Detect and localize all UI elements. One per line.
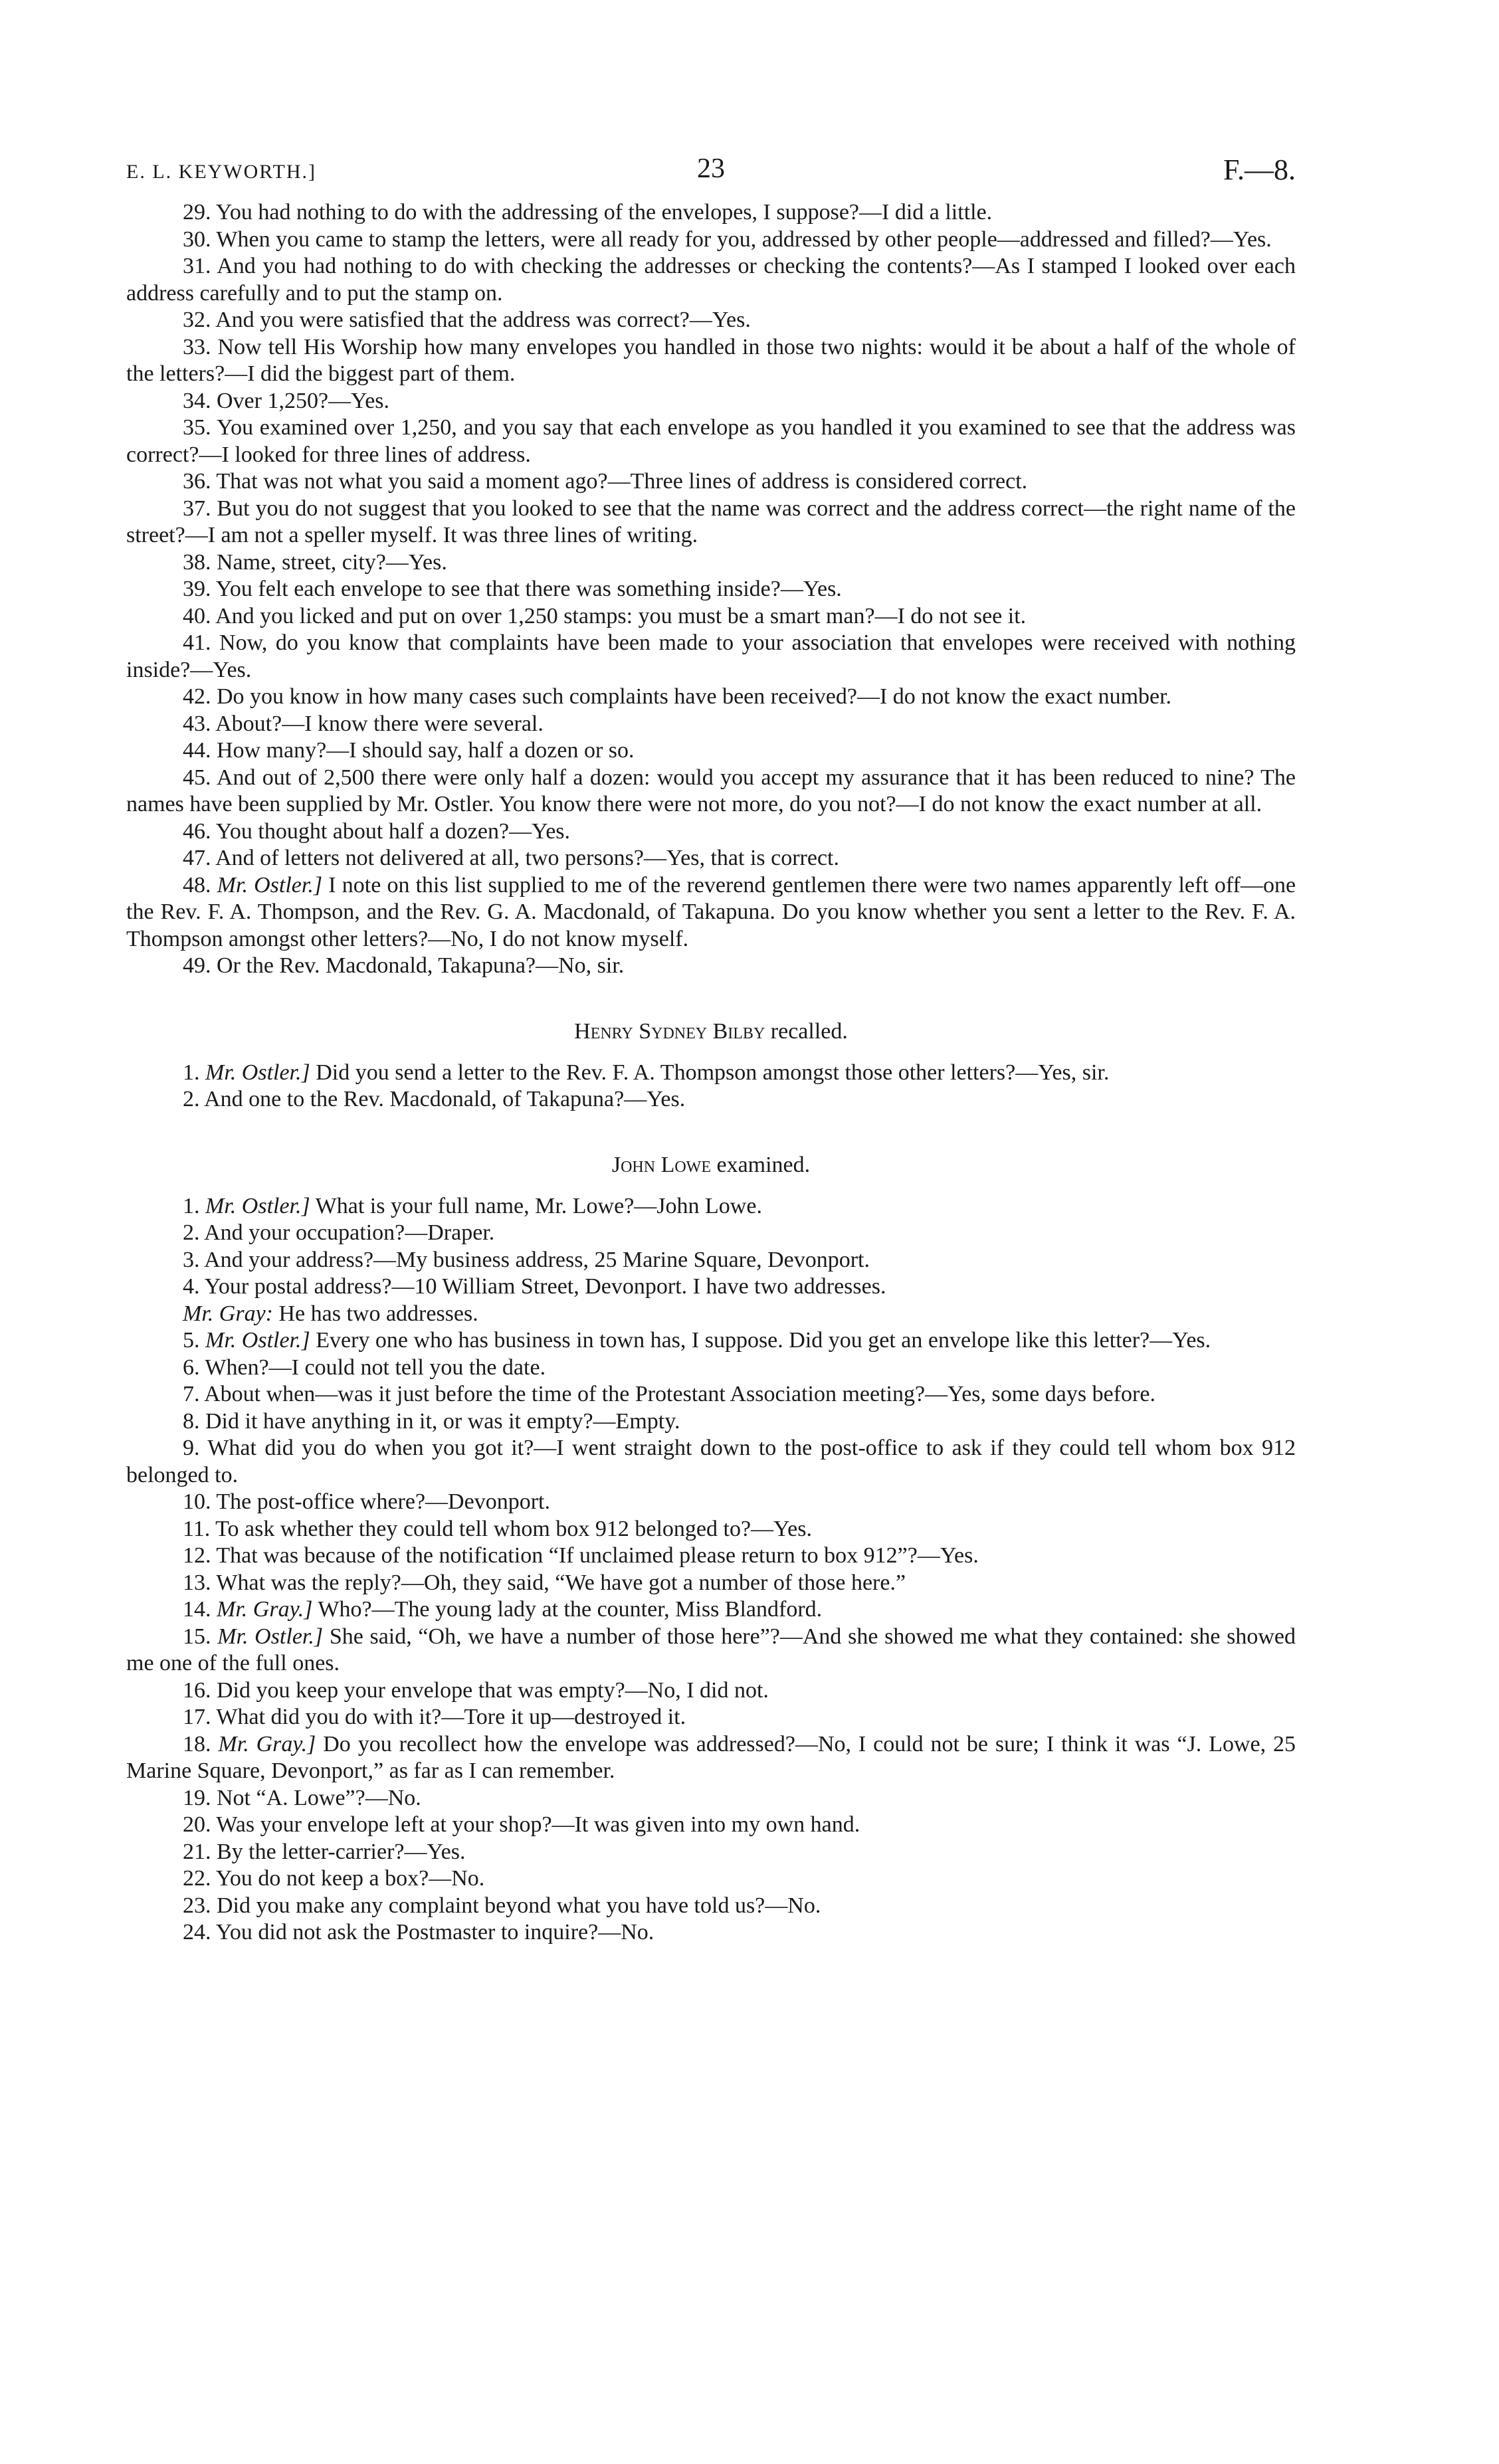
testimony-paragraph: [126, 468, 1296, 496]
testimony-paragraph: [126, 684, 1296, 711]
testimony-paragraph: [126, 872, 1296, 953]
testimony-text: You did not ask the Postmaster to inquire?—No.: [215, 1920, 654, 1944]
question-number: 5.: [183, 1328, 200, 1353]
testimony-paragraph: [126, 1435, 1296, 1489]
question-number: 4.: [183, 1274, 200, 1299]
testimony-paragraph: [126, 1543, 1296, 1570]
testimony-text: About when—was it just before the time of the Protestant Association meeting?—Yes, some days before.: [204, 1382, 1155, 1406]
lowe-section-title: [126, 1152, 1296, 1179]
testimony-text: Now tell His Worship how many envelopes you handled in those two nights: would it be about a half of the whole of the letters?—I did the biggest part of them.: [126, 334, 1296, 386]
testimony-text: Now, do you know that complaints have been made to your association that envelopes were received with nothing inside?—Yes.: [126, 630, 1296, 682]
testimony-paragraph: [126, 1247, 1296, 1274]
testimony-paragraph: [126, 818, 1296, 846]
testimony-paragraph: [126, 1301, 1296, 1328]
testimony-text: And you were satisfied that the address was correct?—Yes.: [215, 308, 751, 332]
testimony-text: And one to the Rev. Macdonald, of Takapuna?—Yes.: [204, 1087, 686, 1111]
question-number: 29.: [183, 200, 211, 225]
testimony-text: Name, street, city?—Yes.: [217, 549, 447, 575]
testimony-paragraph: [126, 1355, 1296, 1382]
testimony-text: What is your full name, Mr. Lowe?—John Lowe.: [315, 1193, 762, 1218]
testimony-paragraph: [126, 253, 1296, 307]
testimony-paragraph: [126, 1381, 1296, 1408]
question-number: 33.: [183, 334, 211, 359]
question-number: 3.: [183, 1247, 200, 1272]
testimony-paragraph: [126, 1193, 1296, 1220]
question-number: 7.: [183, 1382, 200, 1406]
question-number: 18.: [183, 1731, 211, 1756]
testimony-text: Was your envelope left at your shop?—It was given into my own hand.: [216, 1812, 860, 1837]
testimony-paragraph: [126, 334, 1296, 388]
testimony-text: And of letters not delivered at all, two persons?—Yes, that is correct.: [215, 846, 839, 870]
question-number: 39.: [183, 577, 211, 601]
testimony-paragraph: [126, 227, 1296, 254]
question-number: 37.: [183, 496, 211, 521]
testimony-paragraph: [126, 1839, 1296, 1866]
question-number: 35.: [183, 415, 211, 440]
testimony-text: And you licked and put on over 1,250 stamps: you must be a smart man?—I do not see it.: [215, 603, 1027, 628]
testimony-text: The post-office where?—Devonport.: [216, 1489, 550, 1514]
testimony-paragraph: [126, 1865, 1296, 1893]
testimony-paragraph: [126, 1893, 1296, 1920]
question-number: 15.: [183, 1624, 211, 1649]
testimony-text: How many?—I should say, half a dozen or so.: [217, 738, 635, 763]
testimony-paragraph: [126, 388, 1296, 415]
question-number: 38.: [183, 549, 211, 575]
testimony-text: And your address?—My business address, 25 Marine Square, Devonport.: [204, 1247, 870, 1272]
question-number: 47.: [183, 846, 211, 870]
speaker-label: Mr. Gray:: [183, 1301, 273, 1326]
testimony-text: Every one who has business in town has, I suppose. Did you get an envelope like this letter?—Yes.: [316, 1328, 1211, 1353]
testimony-text: Who?—The young lady at the counter, Miss Blandford.: [318, 1597, 823, 1622]
testimony-paragraph: [126, 603, 1296, 630]
testimony-text: Did you send a letter to the Rev. F. A. Thompson amongst those other letters?—Yes, sir.: [316, 1060, 1110, 1085]
testimony-paragraph: [126, 1731, 1296, 1785]
speaker-label: Mr. Gray.]: [217, 1597, 313, 1622]
bilby-section-title: [126, 1018, 1296, 1045]
bilby-witness-name: Henry Sydney Bilby: [574, 1018, 765, 1044]
testimony-paragraph: [126, 549, 1296, 577]
testimony-paragraph: [126, 1919, 1296, 1946]
witness-running-head: E. L. KEYWORTH.]: [126, 161, 316, 183]
testimony-paragraph: [126, 307, 1296, 334]
testimony-text: What did you do with it?—Tore it up—destroyed it.: [216, 1705, 686, 1729]
testimony-paragraph: [126, 1327, 1296, 1355]
question-number: 45.: [183, 765, 211, 790]
testimony-paragraph: [126, 845, 1296, 872]
page-header: [126, 153, 1296, 199]
testimony-paragraph: [126, 711, 1296, 738]
question-number: 19.: [183, 1785, 211, 1810]
testimony-text: You had nothing to do with the addressing of the envelopes, I suppose?—I did a little.: [215, 200, 993, 225]
testimony-text: Did it have anything in it, or was it empty?—Empty.: [205, 1408, 680, 1434]
testimony-paragraph: [126, 1220, 1296, 1247]
testimony-text: And your occupation?—Draper.: [204, 1220, 495, 1245]
question-number: 17.: [183, 1705, 211, 1729]
speaker-label: Mr. Ostler.]: [205, 1193, 310, 1218]
bilby-title-suffix: recalled.: [770, 1018, 848, 1044]
question-number: 11.: [183, 1516, 211, 1541]
question-number: 23.: [183, 1893, 211, 1918]
testimony-paragraph: [126, 953, 1296, 980]
testimony-text: But you do not suggest that you looked to see that the name was correct and the address correct—the right name of the street?—I am not a speller myself. It was three lines of writing.: [126, 496, 1296, 547]
testimony-text: Do you know in how many cases such complaints have been received?—I do not know the exact number.: [217, 684, 1172, 709]
question-number: 1.: [183, 1193, 200, 1218]
testimony-text: You examined over 1,250, and you say that each envelope as you handled it you examined to see that the address was correct?—I looked for three lines of address.: [126, 415, 1296, 467]
question-number: 49.: [183, 953, 211, 978]
testimony-text: When you came to stamp the letters, were all ready for you, addressed by other people—addressed and filled?—Yes.: [216, 227, 1272, 252]
question-number: 12.: [183, 1543, 211, 1568]
testimony-paragraph: [126, 1274, 1296, 1301]
question-number: 30.: [183, 227, 211, 252]
testimony-text: Or the Rev. Macdonald, Takapuna?—No, sir.: [217, 953, 625, 978]
testimony-text: Not “A. Lowe”?—No.: [217, 1785, 421, 1810]
testimony-paragraph: [126, 1489, 1296, 1516]
lowe-testimony: [126, 1193, 1296, 1946]
testimony-paragraph: [126, 630, 1296, 684]
question-number: 2.: [183, 1087, 200, 1111]
testimony-paragraph: [126, 1785, 1296, 1812]
testimony-paragraph: [126, 1516, 1296, 1543]
testimony-text: Over 1,250?—Yes.: [217, 388, 390, 413]
speaker-label: Mr. Gray.]: [218, 1731, 316, 1756]
testimony-text: And out of 2,500 there were only half a dozen: would you accept my assurance that it has been reduced to nine? The names have been supplied by Mr. Ostler. You know there were not more, do you not?—I do not know the exact number at all.: [126, 765, 1296, 816]
testimony-paragraph: [126, 1408, 1296, 1436]
speaker-label: Mr. Ostler.]: [205, 1328, 310, 1353]
question-number: 42.: [183, 684, 211, 709]
question-number: 36.: [183, 469, 211, 494]
document-page: [126, 153, 1296, 1946]
testimony-text: What was the reply?—Oh, they said, “We have got a number of those here.”: [216, 1570, 906, 1595]
testimony-text: Did you keep your envelope that was empty?—No, I did not.: [217, 1677, 769, 1703]
testimony-paragraph: [126, 576, 1296, 603]
testimony-text: I note on this list supplied to me of the reverend gentlemen there were two names apparently left off—one the Rev. F. A. Thompson, and the Rev. G. A. Macdonald, of Takapuna. Do you know whether you sent a letter to the Rev. F. A. Thompson amongst other letters?—No, I do not know myself.: [126, 872, 1296, 951]
bilby-testimony: [126, 1060, 1296, 1113]
testimony-text: He has two addresses.: [278, 1301, 478, 1326]
question-number: 40.: [183, 603, 211, 628]
question-number: 44.: [183, 738, 211, 763]
testimony-paragraph: [126, 1677, 1296, 1705]
testimony-paragraph: [126, 737, 1296, 765]
question-number: 21.: [183, 1839, 211, 1864]
testimony-text: To ask whether they could tell whom box 912 belonged to?—Yes.: [215, 1516, 813, 1541]
question-number: 1.: [183, 1060, 200, 1085]
testimony-paragraph: [126, 765, 1296, 818]
question-number: 46.: [183, 818, 211, 844]
document-code: F.—8.: [1223, 153, 1296, 186]
question-number: 9.: [183, 1436, 200, 1460]
question-number: 6.: [183, 1355, 200, 1380]
question-number: 8.: [183, 1408, 200, 1434]
speaker-label: Mr. Ostler.]: [205, 1060, 310, 1085]
speaker-label: Mr. Ostler.]: [217, 872, 323, 898]
testimony-text: When?—I could not tell you the date.: [205, 1355, 546, 1380]
testimony-text: Your postal address?—10 William Street, Devonport. I have two addresses.: [204, 1274, 886, 1299]
question-number: 16.: [183, 1677, 211, 1703]
question-number: 14.: [183, 1597, 211, 1622]
testimony-text: That was not what you said a moment ago?—Three lines of address is considered correct.: [216, 469, 1028, 494]
testimony-text: What did you do when you got it?—I went straight down to the post-office to ask if they could tell whom box 912 belonged to.: [126, 1436, 1296, 1487]
testimony-text: That was because of the notification “If unclaimed please return to box 912”?—Yes.: [216, 1543, 979, 1568]
question-number: 24.: [183, 1920, 211, 1944]
question-number: 41.: [183, 630, 211, 655]
question-number: 32.: [183, 308, 211, 332]
testimony-text: And you had nothing to do with checking the addresses or checking the contents?—As I stamped I looked over each address carefully and to put the stamp on.: [126, 254, 1296, 306]
testimony-paragraph: [126, 1624, 1296, 1677]
testimony-paragraph: [126, 1570, 1296, 1597]
question-number: 48.: [183, 872, 211, 898]
speaker-label: Mr. Ostler.]: [217, 1624, 324, 1649]
testimony-text: You do not keep a box?—No.: [215, 1866, 485, 1891]
testimony-paragraph: [126, 1596, 1296, 1624]
testimony-text: She said, “Oh, we have a number of those here”?—And she showed me what they contained: she showed me one of the full ones.: [126, 1624, 1296, 1675]
lowe-witness-name: John Lowe: [611, 1152, 711, 1177]
keyworth-testimony: [126, 199, 1296, 980]
testimony-text: Do you recollect how the envelope was addressed?—No, I could not be sure; I think it was “J. Lowe, 25 Marine Square, Devonport,” as far as I can remember.: [126, 1731, 1296, 1783]
question-number: 34.: [183, 388, 211, 413]
testimony-text: Did you make any complaint beyond what you have told us?—No.: [217, 1893, 821, 1918]
question-number: 13.: [183, 1570, 211, 1595]
testimony-text: You felt each envelope to see that there was something inside?—Yes.: [215, 577, 842, 601]
testimony-paragraph: [126, 1704, 1296, 1731]
testimony-paragraph: [126, 1812, 1296, 1839]
question-number: 20.: [183, 1812, 211, 1837]
testimony-text: By the letter-carrier?—Yes.: [217, 1839, 466, 1864]
testimony-text: You thought about half a dozen?—Yes.: [215, 818, 571, 844]
testimony-paragraph: [126, 1060, 1296, 1087]
question-number: 22.: [183, 1866, 211, 1891]
lowe-title-suffix: examined.: [716, 1152, 811, 1177]
testimony-text: About?—I know there were several.: [215, 711, 544, 736]
page-number: 23: [697, 153, 725, 184]
testimony-paragraph: [126, 199, 1296, 227]
testimony-paragraph: [126, 496, 1296, 549]
question-number: 43.: [183, 711, 211, 736]
testimony-paragraph: [126, 1086, 1296, 1113]
question-number: 2.: [183, 1220, 200, 1245]
question-number: 10.: [183, 1489, 211, 1514]
question-number: 31.: [183, 254, 211, 278]
testimony-paragraph: [126, 415, 1296, 468]
